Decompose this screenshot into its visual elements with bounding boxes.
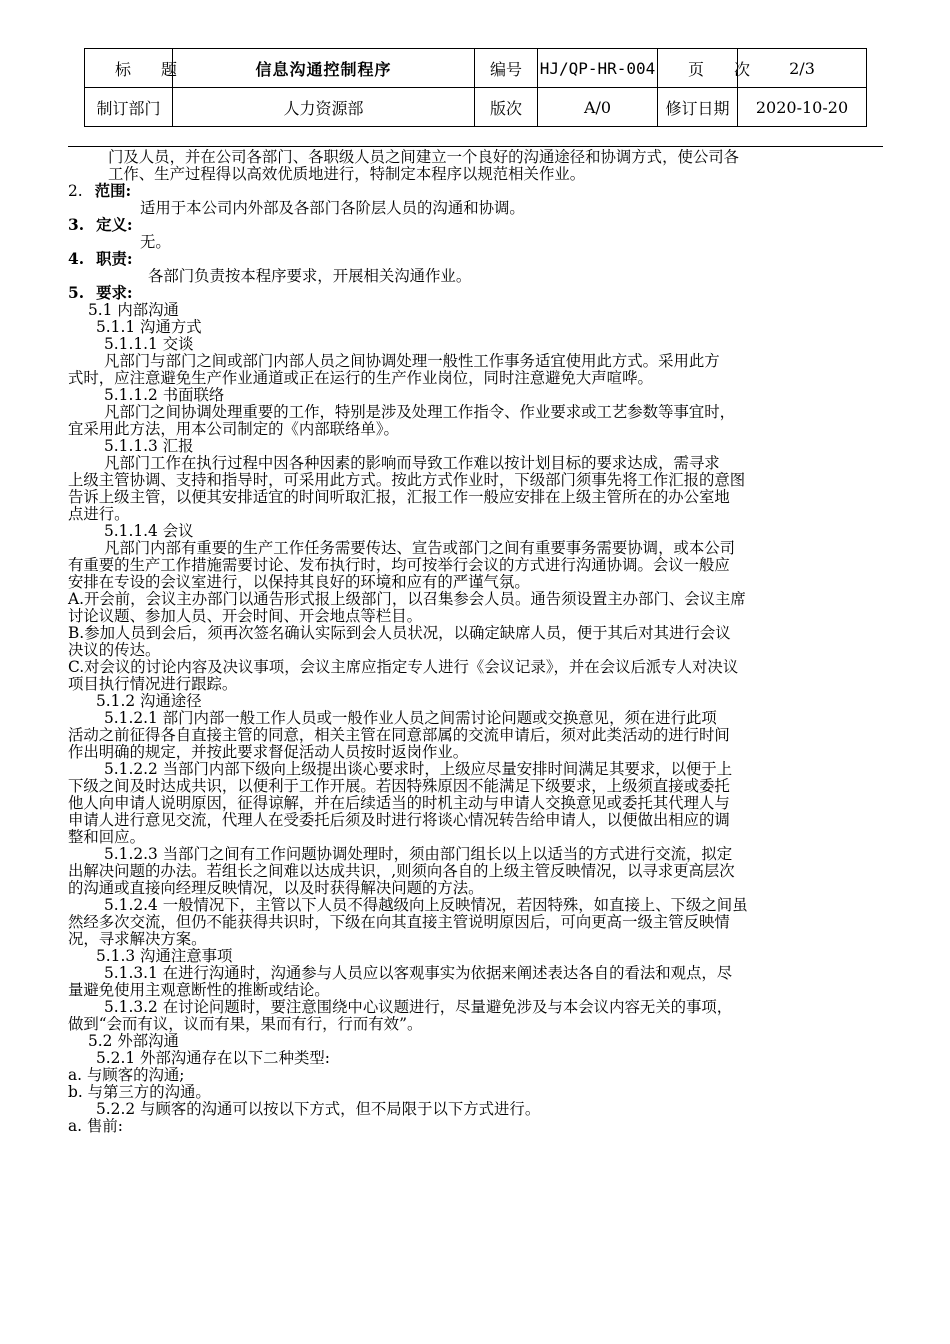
revision-date-value: 2020-10-20 (738, 88, 867, 127)
body-line: C.对会议的讨论内容及决议事项，会议主席应指定专人进行《会议记录》，并在会议后派专人对决议 (68, 658, 739, 676)
subheading: 5.1.1 沟通方式 (96, 318, 202, 336)
body-line: 申请人进行意见交流，代理人在受委托后须及时进行将谈心情况转告给申请人，以便做出相应的调 (68, 811, 730, 829)
body-line: 点进行。 (68, 505, 130, 523)
body-line: 凡部门工作在执行过程中因各种因素的影响而导致工作难以按计划目标的要求达成，需寻求 (104, 454, 720, 472)
body-line: 5.1.2.4 一般情况下，主管以下人员不得越级向上反映情况，若因特殊，如直接上、下级之间虽 (104, 896, 748, 914)
body-line: A.开会前，会议主办部门以通告形式报上级部门，以召集参会人员。通告须设置主办部门、会议主席 (68, 590, 746, 608)
body-line: 告诉上级主管，以便其安排适宜的时间听取汇报，汇报工作一般应安排在上级主管所在的办公室地 (68, 488, 730, 506)
body-line: 5.1.2.1 部门内部一般工作人员或一般作业人员之间需讨论问题或交换意见，须在进行此项 (104, 709, 717, 727)
body-line: 的沟通或直接向经理反映情况，以及时获得解决问题的方法。 (68, 879, 484, 897)
body-line: 上级主管协调、支持和指导时，可采用此方式。按此方式作业时，下级部门须事先将工作汇报的意图 (68, 471, 746, 489)
body-line: 整和回应。 (68, 828, 145, 846)
subheading: 5.1.1.3 汇报 (104, 437, 194, 455)
section-number: 3. (68, 216, 85, 234)
section-requirement (68, 285, 883, 302)
page-label: 页次 (658, 49, 738, 88)
section-number: 4. (68, 250, 85, 268)
body-line: 宜采用此方法，用本公司制定的《内部联络单》。 (68, 420, 399, 438)
list-item: a. 与顾客的沟通; (68, 1066, 185, 1084)
body-line: 各部门负责按本程序要求，开展相关沟通作业。 (148, 267, 472, 285)
section-scope (68, 183, 883, 200)
code-label: 编号 (475, 49, 538, 88)
subheading: 5.2.2 与顾客的沟通可以按以下方式，但不局限于以下方式进行。 (96, 1100, 541, 1118)
list-item: b. 与第三方的沟通。 (68, 1083, 211, 1101)
subheading: 5.1.1.2 书面联络 (104, 386, 225, 404)
body-line: 凡部门与部门之间或部门内部人员之间协调处理一般性工作事务适宜使用此方式。采用此方 (104, 352, 720, 370)
section-number: 5. (68, 284, 85, 302)
document-title: 信息沟通控制程序 (173, 49, 475, 88)
body-line: 作出明确的规定，并按此要求督促活动人员按时返岗作业。 (68, 743, 469, 761)
dept-value: 人力资源部 (173, 88, 475, 127)
body-line: 有重要的生产工作措施需要讨论、发布执行时，均可按举行会议的方式进行沟通协调。会议一般应 (68, 556, 730, 574)
subheading: 5.1.1.1 交谈 (104, 335, 194, 353)
body-line: 安排在专设的会议室进行，以保持其良好的环境和应有的严谨气氛。 (68, 573, 530, 591)
body-line: 门及人员，并在公司各部门、各职级人员之间建立一个良好的沟通途径和协调方式，使公司各 (108, 148, 740, 166)
body-line: 5.1.2.3 当部门之间有工作问题协调处理时，须由部门组长以上以适当的方式进行交流，拟定 (104, 845, 733, 863)
subheading: 5.1 内部沟通 (88, 301, 179, 319)
body-line: 5.1.3.2 在讨论问题时，要注意围绕中心议题进行，尽量避免涉及与本会议内容无关的事项， (104, 998, 733, 1016)
subheading: 5.1.1.4 会议 (104, 522, 194, 540)
document-body (68, 149, 883, 1135)
body-line: 凡部门内部有重要的生产工作任务需要传达、宣告或部门之间有重要事务需要协调，或本公司 (104, 539, 736, 557)
body-line: 5.1.3.1 在进行沟通时，沟通参与人员应以客观事实为依据来阐述表达各自的看法和观点，尽 (104, 964, 733, 982)
page-number: 2/3 (738, 49, 867, 88)
version-label: 版次 (475, 88, 538, 127)
body-line: 决议的传达。 (68, 641, 161, 659)
section-duty (68, 251, 883, 268)
body-line: 然经多次交流，但仍不能获得共识时，下级在向其直接主管说明原因后，可向更高一级主管反映情 (68, 913, 730, 931)
section-title: 职责: (96, 250, 133, 268)
section-number: 2. (68, 182, 83, 200)
body-line: 凡部门之间协调处理重要的工作，特别是涉及处理工作指令、作业要求或工艺参数等事宜时， (104, 403, 736, 421)
body-line: 无。 (140, 233, 171, 251)
dept-label: 制订部门 (85, 88, 173, 127)
body-line: 做到“会而有议，议而有果，果而有行，行而有效”。 (68, 1015, 423, 1033)
body-line: 下级之间及时达成共识，以便利于工作开展。若因特殊原因不能满足下级要求，上级须直接或委托 (68, 777, 730, 795)
body-line: 活动之前征得各自直接主管的同意，相关主管在同意部属的交流申请后，须对此类活动的进行时间 (68, 726, 730, 744)
body-line: 式时，应注意避免生产作业通道或正在运行的生产作业岗位，同时注意避免大声喧哗。 (68, 369, 653, 387)
section-definition (68, 217, 883, 234)
header-divider (68, 146, 883, 147)
subheading: 5.1.2 沟通途径 (96, 692, 202, 710)
subheading: 5.2.1 外部沟通存在以下二种类型: (96, 1049, 330, 1067)
section-title: 定义: (96, 216, 133, 234)
body-line: 工作、生产过程得以高效优质地进行，特制定本程序以规范相关作业。 (108, 165, 586, 183)
document-header-table (84, 48, 867, 127)
list-item: a. 售前: (68, 1117, 123, 1135)
title-label: 标题 (85, 49, 173, 88)
section-title: 要求: (96, 284, 133, 302)
body-line: 量避免使用主观意断性的推断或结论。 (68, 981, 330, 999)
body-line: 讨论议题、参加人员、开会时间、开会地点等栏目。 (68, 607, 422, 625)
body-line: 出解决问题的办法。若组长之间难以达成共识，,则须向各自的上级主管反映情况，以寻求更高层次 (68, 862, 735, 880)
revision-date-label: 修订日期 (658, 88, 738, 127)
version-value: A/0 (538, 88, 658, 127)
subheading: 5.1.3 沟通注意事项 (96, 947, 233, 965)
subheading: 5.2 外部沟通 (88, 1032, 179, 1050)
body-line: B.参加人员到会后，须再次签名确认实际到会人员状况，以确定缺席人员，便于其后对其进行会议 (68, 624, 731, 642)
section-title: 范围: (94, 182, 132, 200)
body-line: 项目执行情况进行跟踪。 (68, 675, 238, 693)
body-line: 适用于本公司内外部及各部门各阶层人员的沟通和协调。 (140, 199, 525, 217)
body-line: 他人向申请人说明原因，征得谅解，并在后续适当的时机主动与申请人交换意见或委托其代理人与 (68, 794, 730, 812)
body-line: 5.1.2.2 当部门内部下级向上级提出谈心要求时，上级应尽量安排时间满足其要求，以便于上 (104, 760, 733, 778)
document-code: HJ/QP-HR-004 (538, 49, 658, 88)
body-line: 况，寻求解决方案。 (68, 930, 207, 948)
